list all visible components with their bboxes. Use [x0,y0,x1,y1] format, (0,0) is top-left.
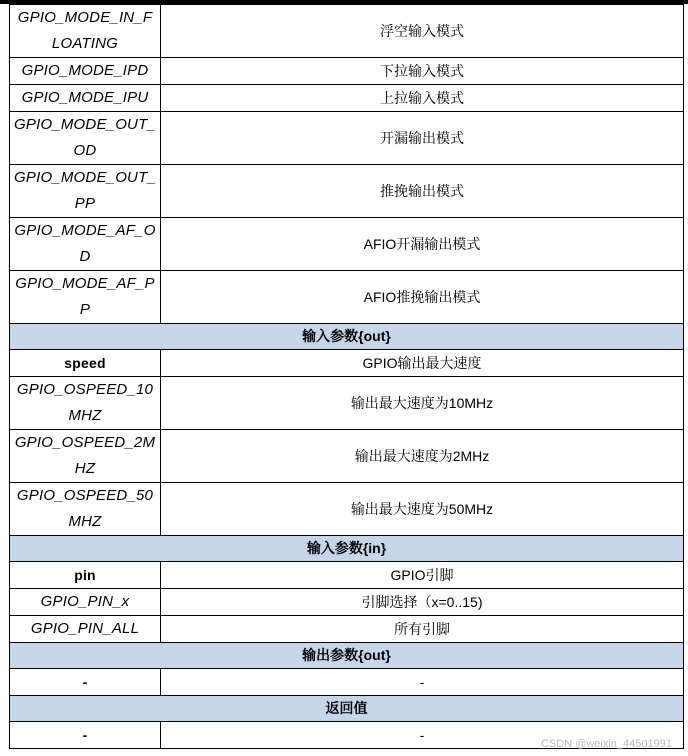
param-name: GPIO_MODE_AF_PP [10,271,161,324]
section-header-in-param [10,536,684,562]
param-name: GPIO_MODE_OUT_PP [10,165,161,218]
table-row [10,377,684,430]
table-row [10,218,684,271]
param-description: 输出最大速度为50MHz [161,483,684,536]
param-name: GPIO_MODE_OUT_OD [10,112,161,165]
table-row [10,350,684,377]
param-description: GPIO引脚 [161,562,684,589]
param-name: pin [10,562,161,589]
param-description: 浮空输入模式 [161,5,684,58]
param-description: AFIO开漏输出模式 [161,218,684,271]
param-name: GPIO_OSPEED_2MHZ [10,430,161,483]
table-row [10,430,684,483]
param-description: AFIO推挽输出模式 [161,271,684,324]
param-name: - [10,669,161,696]
param-name: speed [10,350,161,377]
table-row [10,483,684,536]
section-header-out-param [10,324,684,350]
section-title: 返回值 [10,696,684,722]
table-row [10,616,684,643]
param-description: GPIO输出最大速度 [161,350,684,377]
param-description: - [161,722,684,749]
table-row [10,58,684,85]
param-name: GPIO_MODE_IPD [10,58,161,85]
param-name: GPIO_PIN_ALL [10,616,161,643]
param-description: 所有引脚 [161,616,684,643]
param-name: GPIO_MODE_IPU [10,85,161,112]
section-header-return [10,696,684,722]
table-row [10,589,684,616]
table-row [10,669,684,696]
table-row [10,562,684,589]
param-name: GPIO_MODE_AF_OD [10,218,161,271]
param-description: 开漏输出模式 [161,112,684,165]
param-description: 推挽输出模式 [161,165,684,218]
section-title: 输出参数{out} [10,643,684,669]
table-row [10,85,684,112]
param-description: 引脚选择（x=0..15) [161,589,684,616]
param-name: GPIO_OSPEED_10MHZ [10,377,161,430]
param-description: 输出最大速度为10MHz [161,377,684,430]
table-row [10,271,684,324]
param-description: 下拉输入模式 [161,58,684,85]
section-header-output [10,643,684,669]
param-description: - [161,669,684,696]
section-title: 输入参数{out} [10,324,684,350]
param-name: GPIO_OSPEED_50MHZ [10,483,161,536]
param-name: GPIO_MODE_IN_FLOATING [10,5,161,58]
table-row [10,165,684,218]
param-name: - [10,722,161,749]
param-description: 上拉输入模式 [161,85,684,112]
table-row [10,5,684,58]
watermark: CSDN @weixin_44501991 [540,738,672,750]
param-description: 输出最大速度为2MHz [161,430,684,483]
section-title: 输入参数{in} [10,536,684,562]
gpio-parameter-table [9,4,684,749]
param-name: GPIO_PIN_x [10,589,161,616]
table-row [10,112,684,165]
